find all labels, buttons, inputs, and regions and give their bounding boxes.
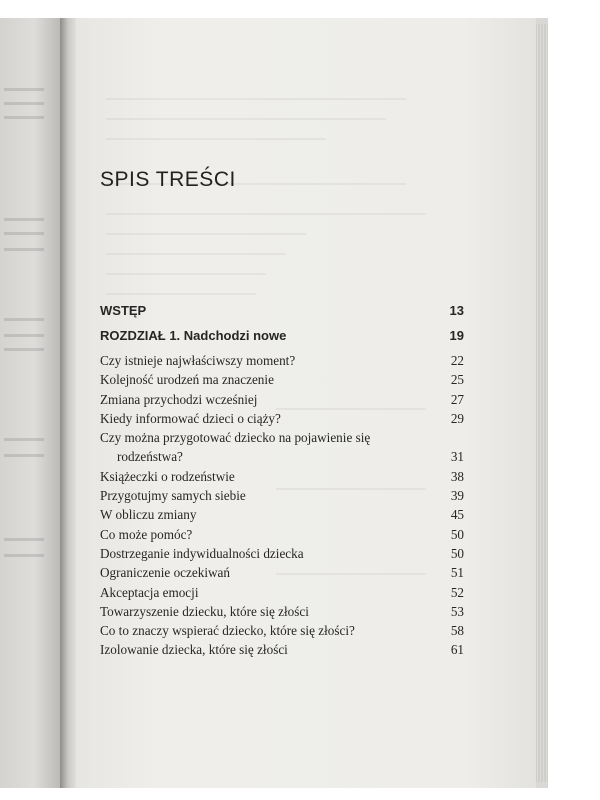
toc-entry-page: 52 (450, 584, 464, 600)
toc-entry-page: 58 (450, 623, 464, 639)
toc-entry-page: 29 (450, 410, 464, 426)
left-page (0, 18, 62, 788)
toc-entry-label: Przygotujmy samych siebie (100, 488, 246, 504)
toc-entry (100, 351, 464, 370)
toc-intro-label: WSTĘP (100, 303, 147, 318)
toc-entry (100, 409, 464, 428)
toc-entry-label: Zmiana przychodzi wcześniej (100, 391, 258, 407)
toc-entry-label: Kolejność urodzeń ma znaczenie (100, 372, 274, 388)
toc-entry-page: 22 (450, 353, 464, 368)
toc-entry-label: Kiedy informować dzieci o ciąży? (100, 410, 281, 426)
page-title: SPIS TREŚCI (100, 168, 236, 191)
toc-entry-label: Towarzyszenie dziecku, które się złości (100, 603, 309, 619)
toc-entry (100, 544, 464, 563)
toc-entry-page: 51 (450, 565, 464, 581)
toc-entry-page: 50 (450, 545, 464, 561)
toc-entry-page: 61 (450, 642, 464, 658)
toc-entry-page: 39 (450, 488, 464, 504)
toc-intro-page: 13 (449, 303, 464, 318)
toc-entry (100, 467, 464, 486)
toc-entry (100, 563, 464, 582)
toc-entry-page: 31 (450, 449, 464, 465)
toc-entry-page: 45 (450, 507, 464, 523)
toc-chapter-1 (100, 326, 464, 345)
table-of-contents (100, 301, 464, 660)
toc-entry-page: 38 (450, 468, 464, 484)
toc-entry-label-line2: rodzeństwa? (117, 449, 183, 465)
toc-entry-label-line1: Czy można przygotować dziecko na pojawienie się (100, 430, 371, 446)
toc-entry-page: 53 (450, 603, 464, 619)
toc-chapter-1-page: 19 (449, 328, 464, 343)
toc-entry (100, 486, 464, 505)
toc-entry (100, 505, 464, 524)
toc-chapter-1-label: ROZDZIAŁ 1. Nadchodzi nowe (100, 328, 287, 343)
toc-entry (100, 640, 464, 659)
toc-entry-label: Ograniczenie oczekiwań (100, 565, 230, 581)
toc-entry-page: 27 (450, 391, 464, 407)
toc-entry-label: Dostrzeganie indywidualności dziecka (100, 545, 304, 561)
toc-entry-page: 50 (450, 526, 464, 542)
toc-entry (100, 525, 464, 544)
toc-entry (100, 390, 464, 409)
toc-entry-label: W obliczu zmiany (100, 507, 197, 523)
toc-entry-label: Akceptacja emocji (100, 584, 199, 600)
toc-entry-label: Książeczki o rodzeństwie (100, 468, 235, 484)
toc-entry (100, 428, 464, 467)
toc-entry-label: Co to znaczy wspierać dziecko, które się złości? (100, 623, 355, 639)
toc-entry (100, 370, 464, 389)
toc-entry (100, 602, 464, 621)
page-edges (536, 24, 548, 782)
toc-entry-label: Co może pomóc? (100, 526, 193, 542)
toc-entry (100, 621, 464, 640)
toc-entry-page: 25 (450, 372, 464, 388)
toc-entry-label: Czy istnieje najwłaściwszy moment? (100, 353, 296, 368)
toc-entry-label: Izolowanie dziecka, które się złości (100, 642, 288, 658)
toc-intro (100, 301, 464, 320)
toc-entry (100, 583, 464, 602)
toc-entry-label (100, 428, 464, 467)
